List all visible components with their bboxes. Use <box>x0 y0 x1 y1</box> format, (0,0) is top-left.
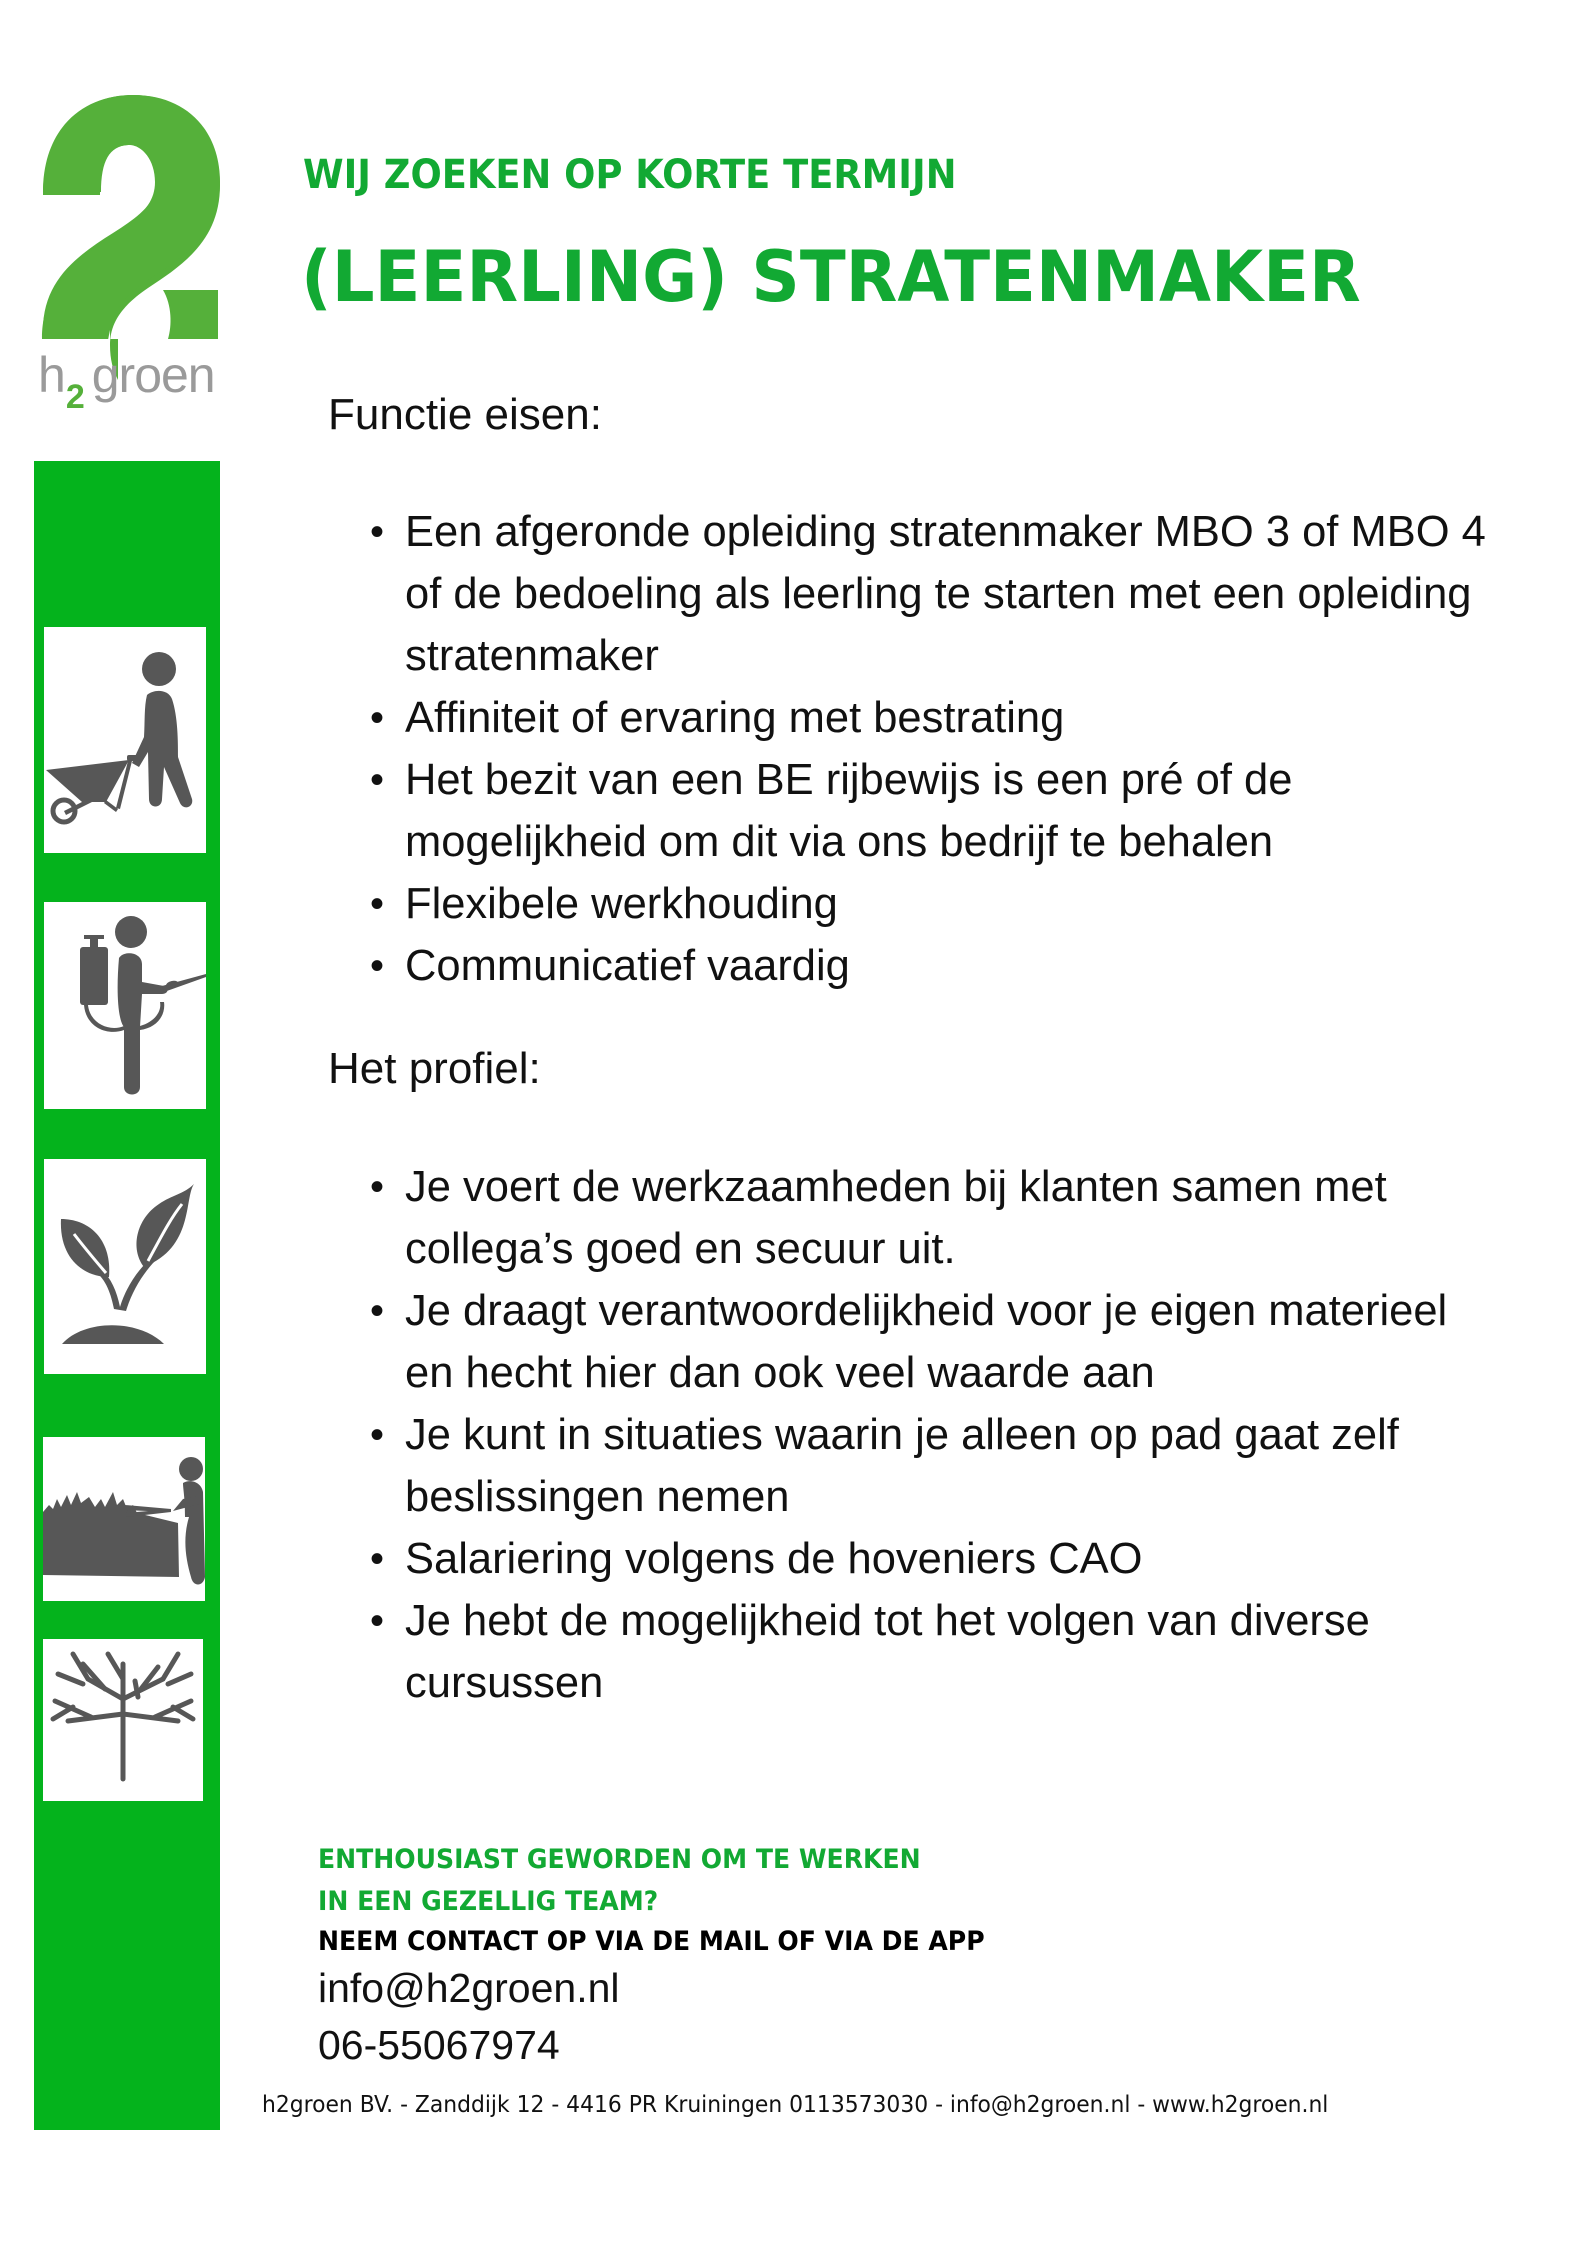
list-item <box>370 1590 1570 1714</box>
footer-address: h2groen BV. - Zanddijk 12 - 4416 PR Kruiningen 0113573030 - info@h2groen.nl - www.h2groen.nl <box>262 2092 1329 2118</box>
icon-card-sprayer <box>44 902 206 1109</box>
list-item-text: Je hebt de mogelijkheid tot het volgen van diverse <box>405 1597 1370 1645</box>
profile-heading: Het profiel: <box>328 1044 541 1093</box>
profile-list <box>370 1156 1570 1714</box>
cta-line-1: ENTHOUSIAST GEWORDEN OM TE WERKEN <box>318 1844 921 1875</box>
bullet-icon: • <box>370 696 385 740</box>
list-item-text: beslissingen nemen <box>405 1473 790 1521</box>
bullet-icon: • <box>370 758 385 802</box>
requirements-heading: Functie eisen: <box>328 390 602 439</box>
bullet-icon: • <box>370 1289 385 1333</box>
list-item <box>370 1280 1570 1404</box>
list-item <box>370 873 1570 935</box>
bullet-icon: • <box>370 1537 385 1581</box>
icon-card-tree <box>43 1639 203 1801</box>
list-item-text: cursussen <box>405 1659 604 1707</box>
list-item-text: Je kunt in situaties waarin je alleen op pad gaat zelf <box>405 1411 1399 1459</box>
list-item-text: Je draagt verantwoordelijkheid voor je eigen materieel <box>405 1287 1448 1335</box>
list-item <box>370 501 1570 687</box>
worker-wheelbarrow-icon <box>44 627 206 853</box>
list-item <box>370 687 1570 749</box>
icon-card-plant <box>44 1159 206 1374</box>
bullet-icon: • <box>370 1165 385 1209</box>
bullet-icon: • <box>370 510 385 554</box>
bullet-icon: • <box>370 1413 385 1457</box>
bullet-icon: • <box>370 882 385 926</box>
requirements-list <box>370 501 1570 997</box>
list-item-text: Flexibele werkhouding <box>405 880 838 928</box>
bullet-icon: • <box>370 1599 385 1643</box>
contact-phone[interactable]: 06-55067974 <box>318 2022 560 2068</box>
list-item <box>370 935 1570 997</box>
list-item-text: stratenmaker <box>405 632 659 680</box>
list-item-text: en hecht hier dan ook veel waarde aan <box>405 1349 1155 1397</box>
worker-sprayer-icon <box>44 902 206 1109</box>
list-item-text: of de bedoeling als leerling te starten met een opleiding <box>405 570 1472 618</box>
list-item-text: Communicatief vaardig <box>405 942 850 990</box>
list-item <box>370 1528 1570 1590</box>
list-item-text: Het bezit van een BE rijbewijs is een pré of de <box>405 756 1293 804</box>
list-item-text: collega’s goed en secuur uit. <box>405 1225 956 1273</box>
list-item-text: Een afgeronde opleiding stratenmaker MBO 3 of MBO 4 <box>405 508 1486 556</box>
plant-sprout-icon <box>44 1159 206 1374</box>
job-title: (LEERLING) STRATENMAKER <box>301 236 1361 318</box>
sidebar-green-bar <box>34 461 220 2130</box>
hedge-trimming-icon <box>43 1437 205 1601</box>
logo-wordmark: $h_2$ groen <box>38 347 215 416</box>
list-item-text: Je voert de werkzaamheden bij klanten samen met <box>405 1163 1387 1211</box>
list-item <box>370 749 1570 873</box>
icon-card-hedge <box>43 1437 205 1601</box>
cta-line-3: NEEM CONTACT OP VIA DE MAIL OF VIA DE APP <box>318 1926 985 1957</box>
kicker-heading: WIJ ZOEKEN OP KORTE TERMIJN <box>303 152 957 198</box>
cta-line-2: IN EEN GEZELLIG TEAM? <box>318 1886 659 1917</box>
contact-email[interactable]: info@h2groen.nl <box>318 1965 620 2011</box>
list-item <box>370 1404 1570 1528</box>
list-item-text: mogelijkheid om dit via ons bedrijf te behalen <box>405 818 1274 866</box>
pruned-tree-icon <box>43 1639 203 1801</box>
icon-card-wheelbarrow <box>44 627 206 853</box>
bullet-icon: • <box>370 944 385 988</box>
list-item-text: Salariering volgens de hoveniers CAO <box>405 1535 1143 1583</box>
logo-question-glyph <box>38 90 223 350</box>
list-item-text: Affiniteit of ervaring met bestrating <box>405 694 1065 742</box>
list-item <box>370 1156 1570 1280</box>
